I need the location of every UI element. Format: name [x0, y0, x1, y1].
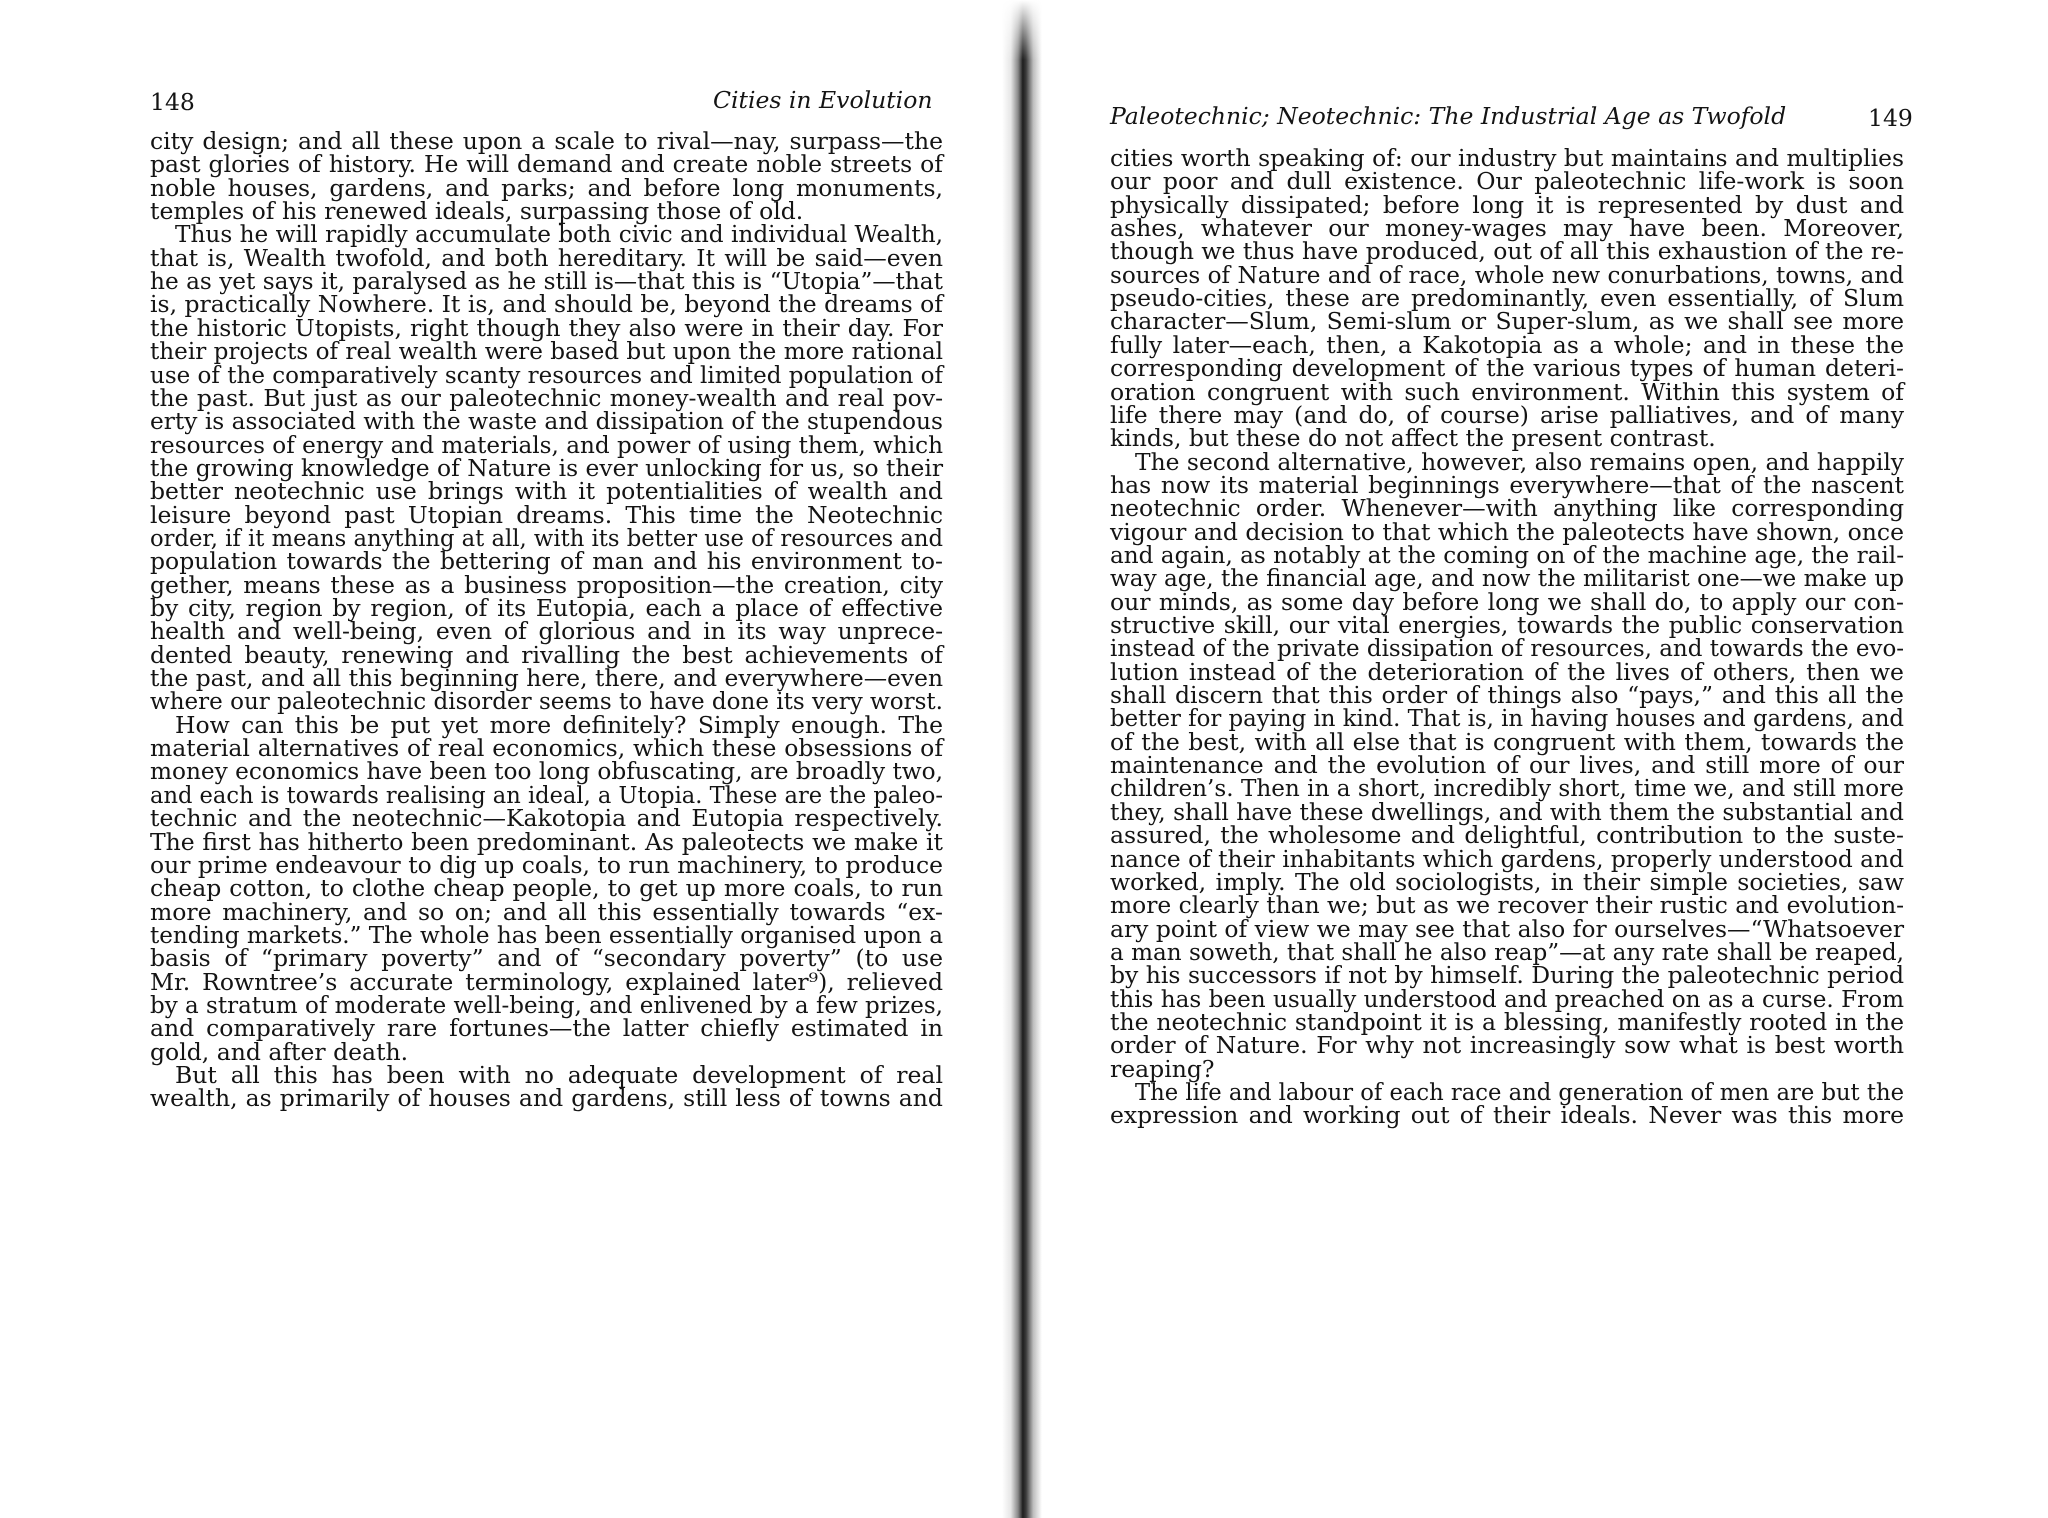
text-line: The second alternative, however, also remains open, and happily: [1135, 447, 1905, 476]
text-line: leisure beyond past Utopian dreams. This time the Neotechnic: [150, 500, 944, 529]
text-line: assured, the wholesome and delightful, contribution to the suste-: [1110, 821, 1904, 850]
text-line: and again, as notably at the coming on of the machine age, the rail-: [1110, 540, 1905, 569]
text-line: life there may (and do, of course) arise palliatives, and of many: [1110, 400, 1905, 429]
text-line: neotechnic order. Whenever—with anything like corresponding: [1110, 494, 1904, 523]
text-line: gold, and after death.: [150, 1037, 409, 1066]
text-line: our minds, as some day before long we shall do, to apply our con-: [1110, 587, 1904, 616]
text-line: Thus he will rapidly accumulate both civic and individual Wealth,: [175, 220, 944, 249]
text-line: basis of “primary poverty” and of “secondary poverty” (to use: [150, 944, 944, 973]
text-line: physically dissipated; before long it is represented by dust and: [1110, 190, 1904, 219]
text-line: pseudo-cities, these are predominantly, even essentially, of Slum: [1110, 284, 1905, 313]
text-line: a man soweth, that shall he also reap”—at any rate shall be reaped,: [1110, 937, 1905, 966]
text-line: erty is associated with the waste and dissipation of the stupendous: [150, 407, 943, 436]
text-line: use of the comparatively scanty resources and limited population of: [150, 360, 943, 389]
text-line: temples of his renewed ideals, surpassing those of old.: [150, 197, 804, 226]
text-line: expression and working out of their ideals. Never was this more: [1110, 1101, 1905, 1130]
text-line: kinds, but these do not affect the present contrast.: [1110, 424, 1716, 453]
text-line: and comparatively rare fortunes—the latter chiefly estimated in: [150, 1014, 944, 1043]
text-line: health and well-being, even of glorious and in its way unprece-: [150, 617, 944, 646]
right-page-number: 149: [1868, 104, 1913, 132]
text-line: nance of their inhabitants which gardens, properly understood and: [1110, 844, 1904, 873]
text-line: our prime endeavour to dig up coals, to run machinery, to produce: [150, 850, 943, 879]
text-line: gether, means these as a business proposition—the creation, city: [150, 570, 944, 599]
text-line: way age, the financial age, and now the militarist one—we make up: [1110, 564, 1905, 593]
right-page: [1045, 0, 2048, 1518]
left-page: [0, 0, 1000, 1518]
text-line: though we thus have produced, out of all this exhaustion of the re-: [1110, 237, 1904, 266]
text-line: the neotechnic standpoint it is a blessing, manifestly rooted in the: [1110, 1007, 1905, 1036]
text-line: by city, region by region, of its Eutopia, each a place of effective: [150, 594, 944, 622]
text-line: order, if it means anything at all, with its better use of resources and: [150, 523, 943, 552]
text-line: corresponding development of the various types of human deteri-: [1110, 354, 1904, 383]
text-line: the past, and all this beginning here, there, and everywhere—even: [150, 664, 944, 693]
text-line: children’s. Then in a short, incredibly short, time we, and still more: [1110, 774, 1904, 803]
text-line: reaping?: [1110, 1054, 1215, 1083]
text-line: their projects of real wealth were based but upon the more rational: [150, 337, 944, 366]
text-line: instead of the private dissipation of resources, and towards the evo-: [1110, 634, 1905, 663]
left-page-number: 148: [150, 88, 195, 116]
text-line: The life and labour of each race and generation of men are but the: [1135, 1078, 1904, 1106]
text-line: our poor and dull existence. Our paleotechnic life-work is soon: [1110, 167, 1904, 196]
text-line: where our paleotechnic disorder seems to have done its very worst.: [150, 687, 943, 716]
text-line: the growing knowledge of Nature is ever unlocking for us, so their: [150, 453, 944, 482]
text-line: resources of energy and materials, and power of using them, which: [150, 430, 943, 459]
text-line: they, shall have these dwellings, and with them the substantial and: [1110, 797, 1904, 826]
text-line: order of Nature. For why not increasingly sow what is best worth: [1110, 1031, 1904, 1060]
text-line: cities worth speaking of: our industry but maintains and multiplies: [1110, 144, 1904, 172]
text-line: more clearly than we; but as we recover their rustic and evolution-: [1110, 891, 1905, 920]
text-line: character—Slum, Semi-slum or Super-slum, as we shall see more: [1110, 307, 1904, 336]
text-line: noble houses, gardens, and parks; and before long monuments,: [150, 173, 944, 202]
text-line: dented beauty, renewing and rivalling the best achievements of: [150, 640, 943, 669]
text-line: by a stratum of moderate well-being, and enlivened by a few prizes,: [150, 990, 943, 1019]
text-line: cheap cotton, to clothe cheap people, to get up more coals, to run: [150, 874, 943, 903]
text-line: has now its material beginnings everywhere—that of the nascent: [1110, 470, 1904, 499]
text-line: lution instead of the deterioration of the lives of others, then we: [1110, 657, 1904, 686]
text-line: vigour and decision to that which the paleotects have shown, once: [1110, 517, 1904, 546]
text-line: more machinery, and so on; and all this essentially towards “ex-: [150, 897, 943, 926]
text-line: money economics have been too long obfuscating, are broadly two,: [150, 757, 943, 786]
text-line: by his successors if not by himself. During the paleotechnic period: [1110, 961, 1905, 990]
text-line: past glories of history. He will demand and create noble streets of: [150, 150, 943, 179]
text-line: tending markets.” The whole has been essentially organised upon a: [150, 920, 943, 949]
text-line: The first has hitherto been predominant. As paleotects we make it: [150, 827, 943, 856]
text-line: maintenance and the evolution of our lives, and still more of our: [1110, 751, 1904, 780]
text-line: the past. But just as our paleotechnic money-wealth and real pov-: [150, 383, 944, 412]
text-line: oration congruent with such environment. Within this system of: [1110, 377, 1904, 406]
right-running-title: Paleotechnic; Neotechnic: The Industrial Age as Twofold: [1110, 102, 1787, 130]
text-line: material alternatives of real economics, which these obsessions of: [150, 734, 944, 763]
text-line: of the best, with all else that is congruent with them, towards the: [1110, 727, 1904, 756]
text-line: better for paying in kind. That is, in having houses and gardens, and: [1110, 704, 1905, 733]
text-line: the historic Utopists, right though they also were in their day. For: [150, 313, 943, 342]
text-line: city design; and all these upon a scale to rival—nay, surpass—the: [150, 127, 944, 155]
text-line: this has been usually understood and preached on as a curse. From: [1110, 984, 1905, 1013]
left-running-title: Cities in Evolution: [713, 86, 933, 114]
text-line: he as yet says it, paralysed as he still is—that this is “Utopia”—that: [150, 267, 943, 296]
book-gutter: [1002, 0, 1042, 1518]
text-line: and each is towards realising an ideal, a Utopia. These are the paleo-: [150, 780, 944, 809]
text-line: is, practically Nowhere. It is, and should be, beyond the dreams of: [150, 290, 943, 319]
text-line: technic and the neotechnic—Kakotopia and Eutopia respectively.: [150, 804, 943, 833]
text-line: population towards the bettering of man and his environment to-: [150, 547, 943, 576]
text-line: sources of Nature and of race, whole new conurbations, towns, and: [1110, 260, 1904, 289]
text-line: fully later—each, then, a Kakotopia as a whole; and in these the: [1110, 330, 1904, 359]
text-line: structive skill, our vital energies, towards the public conservation: [1110, 611, 1904, 639]
text-line: Mr. Rowntree’s accurate terminology, explained later⁹), relieved: [150, 967, 943, 996]
text-line: that is, Wealth twofold, and both hereditary. It will be said—even: [150, 243, 944, 272]
text-line: wealth, as primarily of houses and gardens, still less of towns and: [150, 1084, 943, 1113]
text-line: But all this has been with no adequate development of real: [175, 1061, 943, 1089]
text-line: shall discern that this order of things also “pays,” and this all the: [1110, 681, 1904, 710]
text-line: worked, imply. The old sociologists, in their simple societies, saw: [1110, 867, 1905, 896]
text-line: How can this be put yet more definitely? Simply enough. The: [175, 710, 944, 739]
text-line: ary point of view we may see that also for ourselves—“Whatsoever: [1110, 914, 1905, 943]
text-line: better neotechnic use brings with it potentialities of wealth and: [150, 477, 943, 506]
text-line: ashes, whatever our money-wages may have been. Moreover,: [1110, 214, 1905, 243]
